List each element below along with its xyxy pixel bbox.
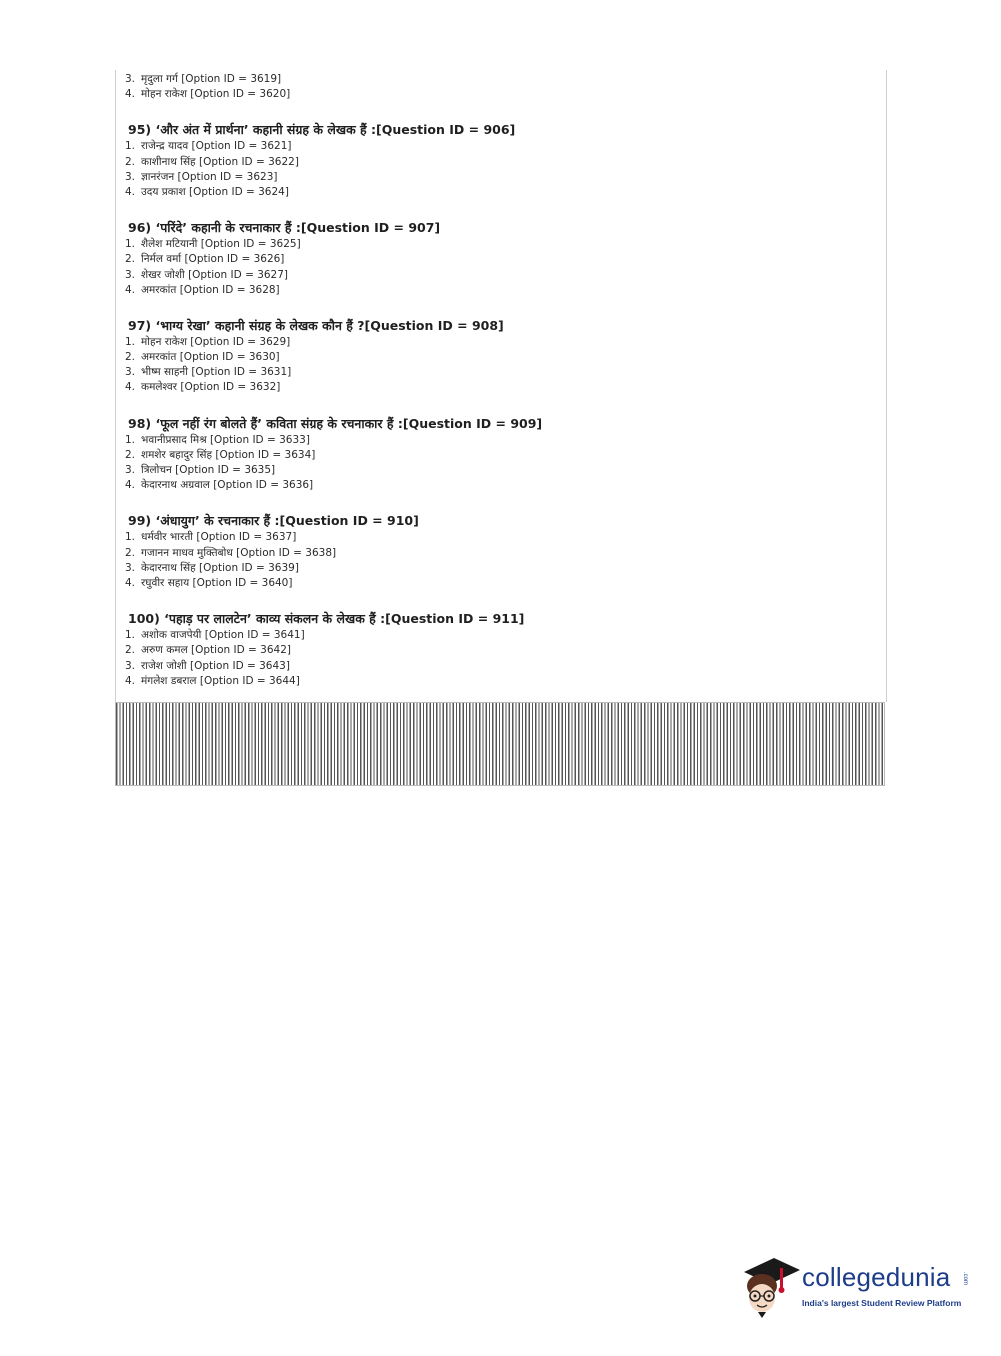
logo-suffix: .com: [962, 1272, 968, 1286]
option-item: 4. अमरकांत [Option ID = 3628]: [125, 283, 280, 296]
option-item: 4. कमलेश्वर [Option ID = 3632]: [125, 381, 281, 394]
option-item: 2. अमरकांत [Option ID = 3630]: [125, 351, 280, 364]
option-item: 2. शमशेर बहादुर सिंह [Option ID = 3634]: [125, 448, 316, 461]
barcode-strip: [115, 702, 885, 786]
option-item: 4. केदारनाथ अग्रवाल [Option ID = 3636]: [125, 479, 314, 492]
option-item: 1. मोहन राकेश [Option ID = 3629]: [125, 335, 291, 348]
logo-tagline: India's largest Student Review Platform: [802, 1298, 962, 1308]
question-title: 99) ‘अंधायुग’ के रचनाकार हैं :[Question ID = 910]: [128, 513, 419, 529]
option-item: 1. राजेन्द्र यादव [Option ID = 3621]: [125, 140, 292, 153]
option-item: 4. उदय प्रकाश [Option ID = 3624]: [125, 185, 289, 198]
question-block: [125, 512, 875, 591]
question-block: [125, 121, 875, 200]
option-item: 3. ज्ञानरंजन [Option ID = 3623]: [125, 170, 278, 183]
question-list: [125, 72, 875, 689]
option-item: 3. त्रिलोचन [Option ID = 3635]: [125, 464, 276, 476]
option-item: 1. भवानीप्रसाद मिश्र [Option ID = 3633]: [125, 433, 310, 446]
option-item: 2. काशीनाथ सिंह [Option ID = 3622]: [125, 155, 299, 168]
question-title: 100) ‘पहाड़ पर लालटेन’ काव्य संकलन के लेखक हैं :[Question ID = 911]: [128, 611, 525, 627]
option-item: 1. अशोक वाजपेयी [Option ID = 3641]: [125, 629, 305, 642]
option-item: 1. धर्मवीर भारती [Option ID = 3637]: [125, 531, 297, 544]
mascot-icon: [740, 1250, 802, 1320]
question-title: 95) ‘और अंत में प्रार्थना’ कहानी संग्रह के लेखक हैं :[Question ID = 906]: [128, 122, 516, 138]
option-item: 3. भीष्म साहनी [Option ID = 3631]: [125, 366, 292, 379]
option-item: 3. राजेश जोशी [Option ID = 3643]: [125, 659, 290, 672]
continued-options: [125, 72, 875, 102]
option-item: 3. शेखर जोशी [Option ID = 3627]: [125, 268, 289, 281]
option-item: 1. शैलेश मटियानी [Option ID = 3625]: [125, 238, 301, 251]
logo-wordmark: collegedunia: [802, 1262, 951, 1292]
option-item: 2. निर्मल वर्मा [Option ID = 3626]: [125, 253, 285, 266]
question-title: 96) ‘परिंदे’ कहानी के रचनाकार हैं :[Question ID = 907]: [128, 220, 441, 236]
option-item: 3. केदारनाथ सिंह [Option ID = 3639]: [125, 561, 299, 574]
question-block: [125, 415, 875, 494]
question-title: 97) ‘भाग्य रेखा’ कहानी संग्रह के लेखक कौन हैं ?[Question ID = 908]: [128, 317, 504, 333]
option-item: 3. मृदुला गर्ग [Option ID = 3619]: [125, 73, 282, 85]
option-item: 4. रघुवीर सहाय [Option ID = 3640]: [125, 576, 293, 589]
question-block: [125, 610, 875, 689]
question-block: [125, 317, 875, 396]
question-title: 98) ‘फूल नहीं रंग बोलते हैं’ कविता संग्रह के रचनाकार हैं :[Question ID = 909]: [128, 415, 543, 431]
option-item: 4. मोहन राकेश [Option ID = 3620]: [125, 88, 291, 101]
option-item: 2. गजानन माधव मुक्तिबोध [Option ID = 3638]: [125, 546, 337, 559]
option-item: 2. अरुण कमल [Option ID = 3642]: [125, 644, 291, 657]
collegedunia-logo: [740, 1250, 980, 1320]
question-block: [125, 219, 875, 298]
option-item: 4. मंगलेश डबराल [Option ID = 3644]: [125, 674, 300, 687]
